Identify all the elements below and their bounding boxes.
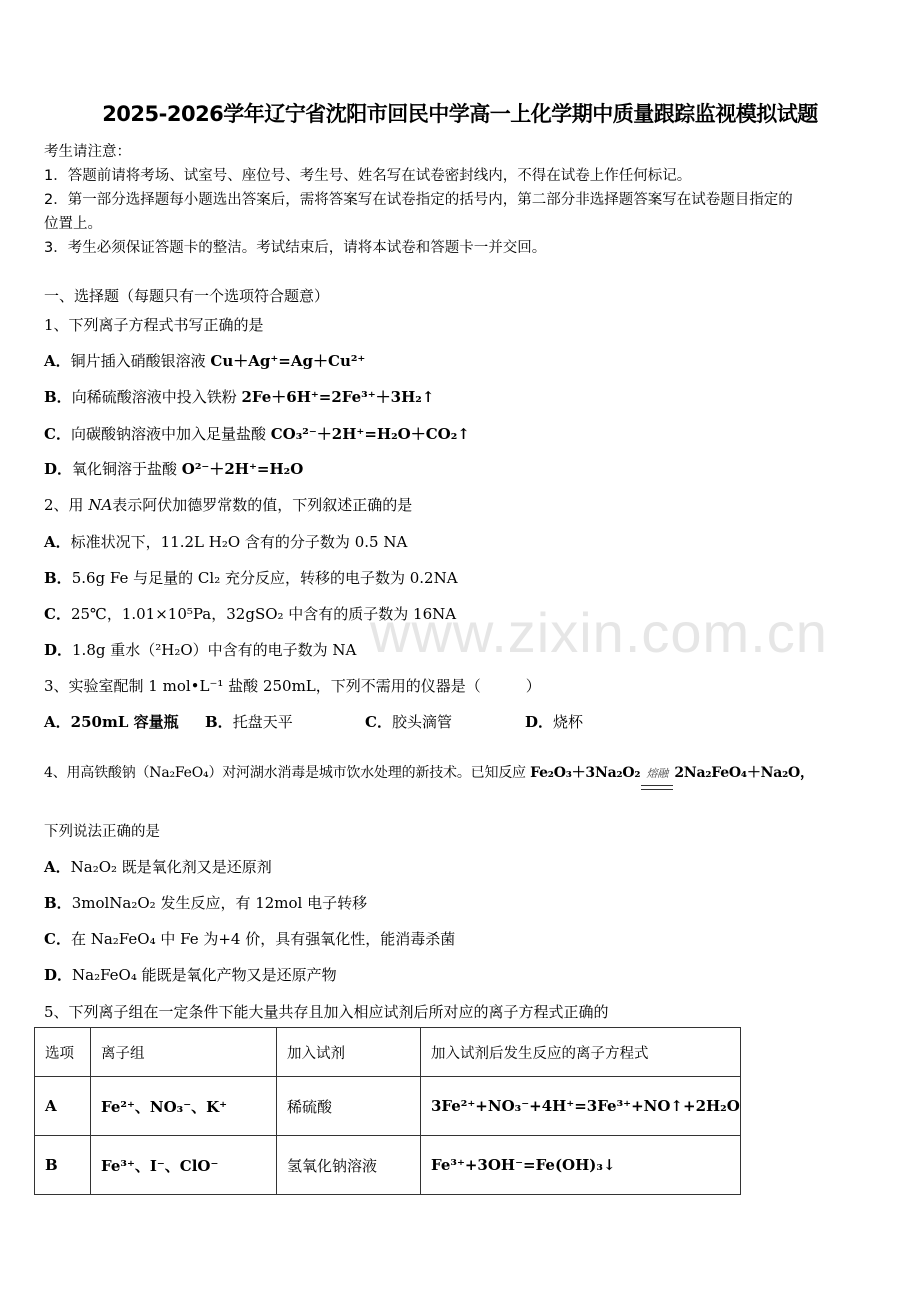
option-equation: O²⁻＋2H⁺=H₂O — [181, 460, 304, 478]
q1-option-d — [44, 458, 303, 479]
equation-left: Fe₂O₃＋3Na₂O₂ — [530, 765, 641, 781]
q2-stem-post: 表示阿伏加德罗常数的值，下列叙述正确的是 — [112, 496, 413, 514]
q4-option-d — [44, 964, 337, 985]
header-equation: 加入试剂后发生反应的离子方程式 — [421, 1028, 741, 1077]
option-text: Na₂O₂ 既是氧化剂又是还原剂 — [70, 858, 272, 876]
header-ions: 离子组 — [91, 1028, 277, 1077]
notice-item-3: 3．考生必须保证答题卡的整洁。考试结束后，请将本试卷和答题卡一并交回。 — [44, 240, 547, 256]
option-text: 向稀硫酸溶液中投入铁粉 — [71, 388, 242, 406]
header-option: 选项 — [35, 1028, 91, 1077]
table-row — [35, 1077, 741, 1136]
q5-table — [34, 1027, 741, 1195]
cell-ions: Fe³⁺、I⁻、ClO⁻ — [91, 1136, 277, 1195]
q2-stem-pre: 2、用 — [44, 496, 89, 514]
q2-option-a — [44, 531, 407, 552]
q4-option-a — [44, 856, 272, 877]
option-label: A． — [44, 533, 71, 551]
q1-option-a — [44, 350, 365, 371]
option-text: 3molNa₂O₂ 发生反应，有 12mol 电子转移 — [71, 894, 368, 912]
option-label: B． — [44, 388, 72, 406]
q4-option-b — [44, 892, 367, 913]
option-label: D． — [44, 460, 73, 478]
option-label: B． — [44, 569, 72, 587]
cell-option: B — [35, 1136, 91, 1195]
header-reagent: 加入试剂 — [277, 1028, 421, 1077]
option-label: B． — [44, 894, 72, 912]
option-label: C． — [365, 713, 392, 731]
option-text: 托盘天平 — [232, 713, 293, 731]
q2-option-b — [44, 567, 458, 588]
option-text: 5.6g Fe 与足量的 Cl₂ 充分反应，转移的电子数为 0.2NA — [71, 569, 458, 587]
q1-option-b — [44, 386, 434, 407]
option-label: A． — [44, 858, 71, 876]
option-equation: 2Fe＋6H⁺=2Fe³⁺＋3H₂↑ — [241, 388, 435, 406]
option-label: C． — [44, 425, 71, 443]
option-label: D． — [44, 641, 73, 659]
option-text: 铜片插入硝酸银溶液 — [70, 352, 211, 370]
reaction-condition: 熔融 — [640, 765, 674, 781]
option-text: Na₂FeO₄ 能既是氧化产物又是还原产物 — [72, 966, 337, 984]
option-text: 在 Na₂FeO₄ 中 Fe 为+4 价，具有强氧化性，能消毒杀菌 — [70, 930, 456, 948]
cell-ions: Fe²⁺、NO₃⁻、K⁺ — [91, 1077, 277, 1136]
table-header-row — [35, 1028, 741, 1077]
option-text: 250mL 容量瓶 — [70, 713, 179, 731]
notice-item-1: 1．答题前请将考场、试室号、座位号、考生号、姓名写在试卷密封线内，不得在试卷上作任何标记。 — [44, 168, 692, 184]
q5-stem: 5、下列离子组在一定条件下能大量共存且加入相应试剂后所对应的离子方程式正确的 — [44, 1003, 609, 1021]
q3-option-a — [44, 711, 179, 732]
option-text: 1.8g 重水（²H₂O）中含有的电子数为 NA — [72, 641, 357, 659]
section-heading: 一、选择题（每题只有一个选项符合题意） — [44, 287, 330, 305]
cell-option: A — [35, 1077, 91, 1136]
notice-item-2: 2．第一部分选择题每小题选出答案后，需将答案写在试卷指定的括号内，第二部分非选择题答案写在试卷题目指定的 — [44, 192, 793, 208]
q3-option-d — [525, 711, 583, 732]
option-label: C． — [44, 930, 71, 948]
option-equation: CO₃²⁻＋2H⁺=H₂O＋CO₂↑ — [270, 425, 470, 443]
option-equation: Cu＋Ag⁺=Ag＋Cu²⁺ — [210, 352, 366, 370]
cell-equation: Fe³⁺+3OH⁻=Fe(OH)₃↓ — [421, 1136, 741, 1195]
q4-stem-line2: 下列说法正确的是 — [44, 824, 160, 840]
q4-option-c — [44, 928, 455, 949]
q4-stem-pre: 4、用高铁酸钠（Na₂FeO₄）对河湖水消毒是城市饮水处理的新技术。已知反应 — [44, 765, 531, 781]
table-row — [35, 1136, 741, 1195]
watermark: www.zixin.com.cn — [370, 601, 828, 664]
option-label: B． — [205, 713, 233, 731]
option-text: 氧化铜溶于盐酸 — [72, 460, 182, 478]
option-text: 向碳酸钠溶液中加入足量盐酸 — [70, 425, 271, 443]
option-label: D． — [525, 713, 554, 731]
q1-stem: 1、下列离子方程式书写正确的是 — [44, 316, 264, 334]
cell-reagent: 氢氧化钠溶液 — [277, 1136, 421, 1195]
q3-option-c — [365, 711, 452, 732]
equation-right: 2Na₂FeO₄＋Na₂O， — [674, 765, 814, 781]
notice-item-2-cont: 位置上。 — [44, 216, 102, 232]
option-text: 25℃，1.01×10⁵Pa，32gSO₂ 中含有的质子数为 16NA — [70, 605, 457, 623]
avogadro-symbol: NA — [88, 496, 113, 514]
q2-stem — [44, 494, 412, 515]
q1-option-c — [44, 423, 470, 444]
cell-equation: 3Fe²⁺+NO₃⁻+4H⁺=3Fe³⁺+NO↑+2H₂O — [421, 1077, 741, 1136]
q2-option-d — [44, 639, 356, 660]
option-text: 胶头滴管 — [391, 713, 452, 731]
q3-option-b — [205, 711, 293, 732]
q3-stem: 3、实验室配制 1 mol•L⁻¹ 盐酸 250mL，下列不需用的仪器是（ ） — [44, 677, 541, 695]
cell-reagent: 稀硫酸 — [277, 1077, 421, 1136]
option-text: 烧杯 — [553, 713, 584, 731]
option-label: A． — [44, 352, 71, 370]
option-label: A． — [44, 713, 71, 731]
option-label: D． — [44, 966, 73, 984]
option-label: C． — [44, 605, 71, 623]
q2-option-c — [44, 603, 456, 624]
notice-heading: 考生请注意： — [44, 144, 131, 160]
q4-stem — [44, 762, 814, 782]
option-text: 标准状况下，11.2L H₂O 含有的分子数为 0.5 NA — [70, 533, 408, 551]
page-title: 2025-2026学年辽宁省沈阳市回民中学高一上化学期中质量跟踪监视模拟试题 — [102, 102, 818, 126]
